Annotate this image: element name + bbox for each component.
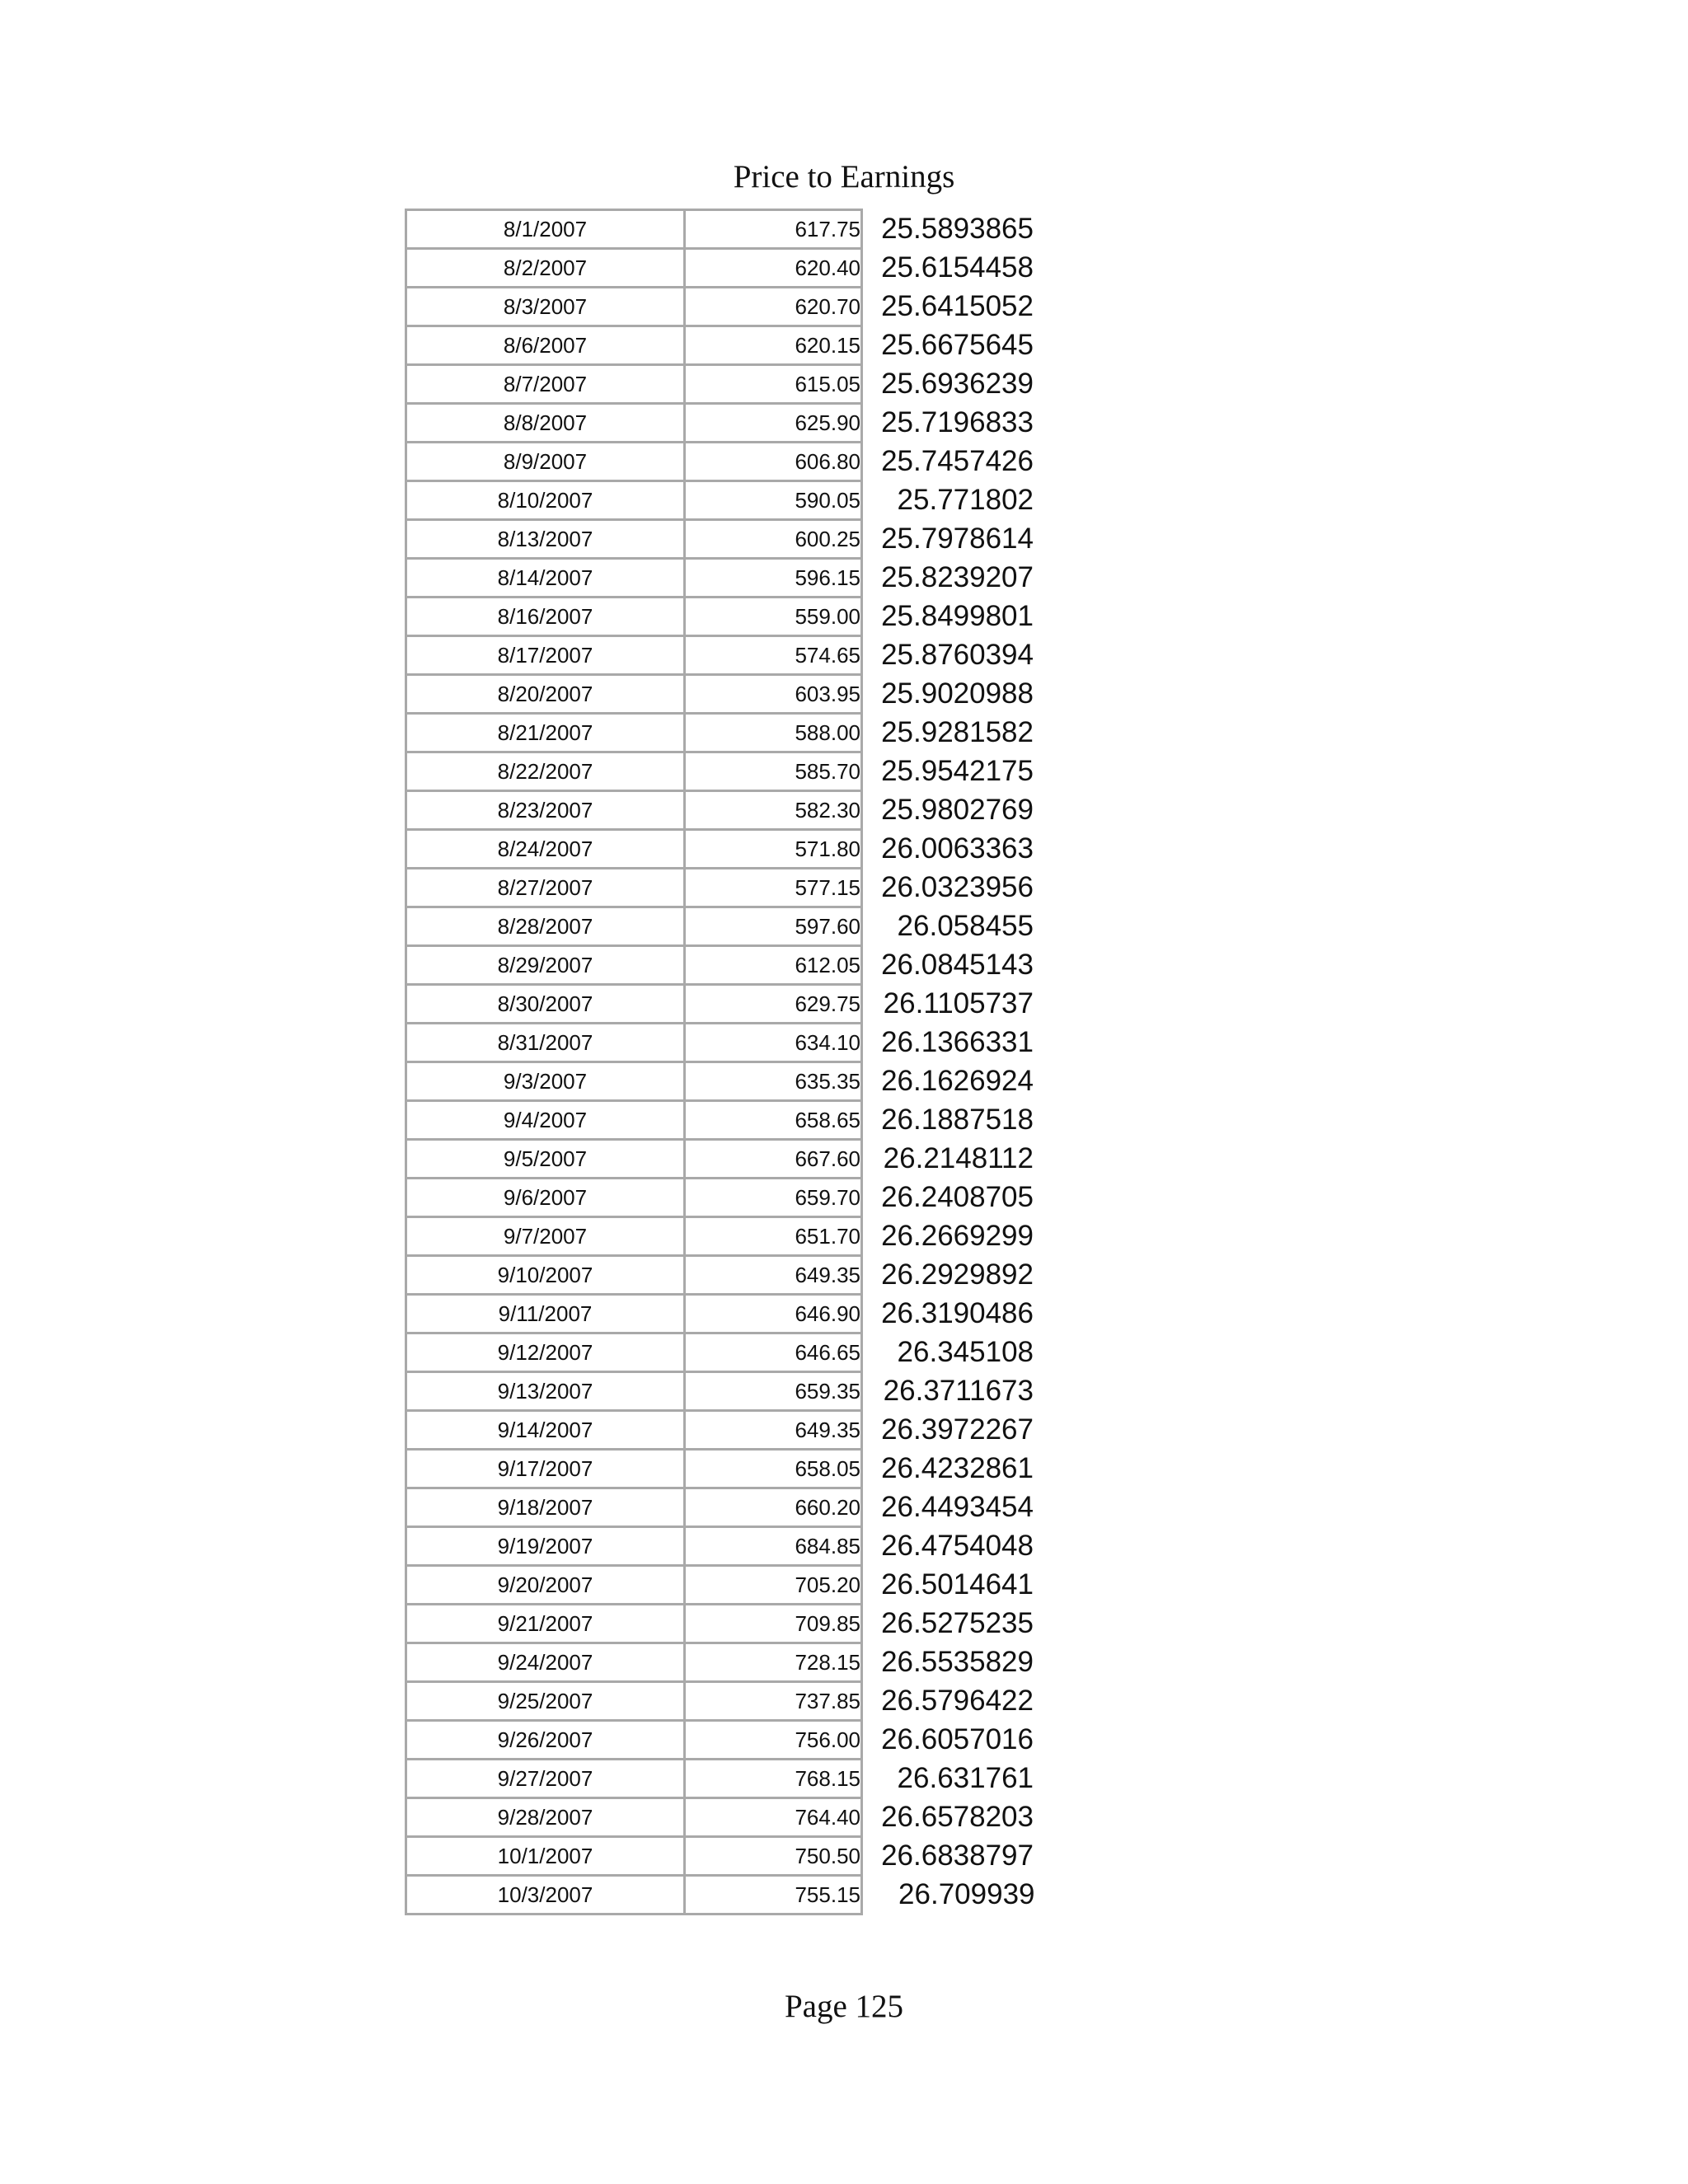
date-cell: 8/10/2007 — [406, 481, 685, 520]
date-cell: 8/14/2007 — [406, 559, 685, 598]
pe-ratio-cell: 26.3972267 — [881, 1413, 1034, 1446]
date-cell: 8/22/2007 — [406, 752, 685, 791]
pe-table-body — [406, 210, 1035, 1915]
price-cell: 658.05 — [685, 1450, 862, 1488]
pe-ratio-cell: 25.7457426 — [881, 445, 1034, 477]
pe-ratio-cell: 25.8760394 — [881, 639, 1034, 671]
table-row — [406, 1295, 1035, 1333]
price-cell: 577.15 — [685, 869, 862, 907]
pe-ratio-cell: 26.5535829 — [881, 1646, 1034, 1678]
pe-ratio-cell: 26.4493454 — [881, 1491, 1034, 1523]
price-cell: 684.85 — [685, 1527, 862, 1566]
date-cell: 8/20/2007 — [406, 675, 685, 714]
price-cell: 728.15 — [685, 1643, 862, 1682]
date-cell: 9/13/2007 — [406, 1372, 685, 1411]
pe-ratio-cell: 26.3711673 — [883, 1375, 1034, 1407]
pe-ratio-cell: 25.5893865 — [881, 213, 1034, 245]
date-cell: 9/21/2007 — [406, 1605, 685, 1643]
price-cell: 612.05 — [685, 946, 862, 985]
table-row — [406, 520, 1035, 559]
price-cell: 574.65 — [685, 636, 862, 675]
date-cell: 9/11/2007 — [406, 1295, 685, 1333]
price-cell: 750.50 — [685, 1837, 862, 1876]
table-row — [406, 249, 1035, 288]
date-cell: 8/8/2007 — [406, 404, 685, 443]
pe-ratio-cell: 26.1887518 — [881, 1104, 1034, 1136]
price-cell: 571.80 — [685, 830, 862, 869]
date-cell: 8/7/2007 — [406, 365, 685, 404]
date-cell: 9/10/2007 — [406, 1256, 685, 1295]
date-cell: 10/3/2007 — [406, 1876, 685, 1915]
table-row — [406, 1372, 1035, 1411]
date-cell: 8/31/2007 — [406, 1024, 685, 1062]
table-row — [406, 791, 1035, 830]
price-cell: 629.75 — [685, 985, 862, 1024]
pe-ratio-cell: 26.1626924 — [881, 1065, 1034, 1097]
pe-ratio-cell: 26.1366331 — [881, 1026, 1034, 1058]
table-row — [406, 830, 1035, 869]
pe-ratio-cell: 26.5796422 — [881, 1685, 1034, 1717]
table-row — [406, 1101, 1035, 1140]
date-cell: 9/12/2007 — [406, 1333, 685, 1372]
table-row — [406, 481, 1035, 520]
date-cell: 9/19/2007 — [406, 1527, 685, 1566]
pe-ratio-cell: 26.0323956 — [881, 871, 1034, 903]
pe-ratio-cell: 26.5275235 — [881, 1607, 1034, 1639]
date-cell: 9/14/2007 — [406, 1411, 685, 1450]
table-row — [406, 907, 1035, 946]
price-cell: 596.15 — [685, 559, 862, 598]
date-cell: 8/13/2007 — [406, 520, 685, 559]
pe-ratio-cell: 26.345108 — [897, 1336, 1034, 1368]
pe-ratio-cell: 26.631761 — [897, 1762, 1034, 1794]
table-row — [406, 1256, 1035, 1295]
price-cell: 600.25 — [685, 520, 862, 559]
table-row — [406, 1062, 1035, 1101]
date-cell: 8/17/2007 — [406, 636, 685, 675]
table-row — [406, 752, 1035, 791]
table-row — [406, 1721, 1035, 1760]
price-cell: 659.35 — [685, 1372, 862, 1411]
price-cell: 705.20 — [685, 1566, 862, 1605]
date-cell: 10/1/2007 — [406, 1837, 685, 1876]
pe-ratio-cell: 25.8499801 — [881, 600, 1034, 632]
table-row — [406, 326, 1035, 365]
table-row — [406, 1643, 1035, 1682]
pe-ratio-cell: 26.4232861 — [881, 1452, 1034, 1484]
table-row — [406, 598, 1035, 636]
pe-ratio-cell: 26.2408705 — [881, 1181, 1034, 1213]
price-cell: 764.40 — [685, 1798, 862, 1837]
table-row — [406, 985, 1035, 1024]
price-cell: 659.70 — [685, 1179, 862, 1217]
table-row — [406, 1217, 1035, 1256]
pe-ratio-cell: 26.6838797 — [881, 1840, 1034, 1872]
price-cell: 582.30 — [685, 791, 862, 830]
pe-ratio-cell: 25.9542175 — [881, 755, 1034, 787]
pe-ratio-cell: 25.771802 — [897, 484, 1034, 516]
pe-ratio-cell: 26.058455 — [897, 910, 1034, 942]
date-cell: 9/24/2007 — [406, 1643, 685, 1682]
pe-ratio-cell: 25.6415052 — [881, 290, 1034, 322]
table-row — [406, 1566, 1035, 1605]
pe-table — [405, 209, 1036, 1915]
table-row — [406, 1798, 1035, 1837]
price-cell: 658.65 — [685, 1101, 862, 1140]
price-cell: 634.10 — [685, 1024, 862, 1062]
price-cell: 597.60 — [685, 907, 862, 946]
price-cell: 737.85 — [685, 1682, 862, 1721]
table-row — [406, 443, 1035, 481]
pe-ratio-cell: 25.6675645 — [881, 329, 1034, 361]
date-cell: 8/28/2007 — [406, 907, 685, 946]
price-cell: 617.75 — [685, 210, 862, 249]
pe-table-container — [405, 209, 1036, 1915]
table-row — [406, 1488, 1035, 1527]
pe-ratio-cell: 25.7978614 — [881, 523, 1034, 555]
page-title: Price to Earnings — [733, 159, 955, 194]
date-cell: 8/24/2007 — [406, 830, 685, 869]
date-cell: 8/9/2007 — [406, 443, 685, 481]
date-cell: 8/23/2007 — [406, 791, 685, 830]
date-cell: 9/17/2007 — [406, 1450, 685, 1488]
price-cell: 709.85 — [685, 1605, 862, 1643]
pe-ratio-cell: 26.5014641 — [881, 1568, 1034, 1601]
date-cell: 9/7/2007 — [406, 1217, 685, 1256]
price-cell: 660.20 — [685, 1488, 862, 1527]
date-cell: 8/27/2007 — [406, 869, 685, 907]
price-cell: 625.90 — [685, 404, 862, 443]
pe-ratio-cell: 26.2148112 — [883, 1142, 1034, 1174]
date-cell: 8/21/2007 — [406, 714, 685, 752]
pe-ratio-cell: 25.9281582 — [881, 716, 1034, 748]
pe-ratio-cell: 26.709939 — [898, 1878, 1035, 1910]
price-cell: 649.35 — [685, 1411, 862, 1450]
date-cell: 8/2/2007 — [406, 249, 685, 288]
table-row — [406, 1024, 1035, 1062]
price-cell: 620.70 — [685, 288, 862, 326]
price-cell: 635.35 — [685, 1062, 862, 1101]
table-row — [406, 1333, 1035, 1372]
date-cell: 9/25/2007 — [406, 1682, 685, 1721]
date-cell: 9/20/2007 — [406, 1566, 685, 1605]
date-cell: 8/1/2007 — [406, 210, 685, 249]
table-row — [406, 404, 1035, 443]
date-cell: 8/29/2007 — [406, 946, 685, 985]
price-cell: 667.60 — [685, 1140, 862, 1179]
price-cell: 588.00 — [685, 714, 862, 752]
table-row — [406, 1605, 1035, 1643]
price-cell: 768.15 — [685, 1760, 862, 1798]
date-cell: 9/5/2007 — [406, 1140, 685, 1179]
price-cell: 756.00 — [685, 1721, 862, 1760]
date-cell: 8/6/2007 — [406, 326, 685, 365]
price-cell: 649.35 — [685, 1256, 862, 1295]
pe-ratio-cell: 26.0063363 — [881, 832, 1034, 865]
pe-ratio-cell: 26.2929892 — [881, 1258, 1034, 1291]
table-row — [406, 675, 1035, 714]
price-cell: 646.90 — [685, 1295, 862, 1333]
date-cell: 9/4/2007 — [406, 1101, 685, 1140]
table-row — [406, 714, 1035, 752]
date-cell: 9/3/2007 — [406, 1062, 685, 1101]
pe-ratio-cell: 26.2669299 — [881, 1220, 1034, 1252]
date-cell: 8/3/2007 — [406, 288, 685, 326]
pe-ratio-cell: 26.4754048 — [881, 1530, 1034, 1562]
pe-ratio-cell: 25.9802769 — [881, 794, 1034, 826]
price-cell: 603.95 — [685, 675, 862, 714]
table-row — [406, 1179, 1035, 1217]
price-cell: 755.15 — [685, 1876, 862, 1915]
price-cell: 651.70 — [685, 1217, 862, 1256]
page-number: Page 125 — [784, 1989, 904, 2024]
pe-ratio-cell: 26.1105737 — [883, 987, 1034, 1019]
pe-ratio-cell: 26.0845143 — [881, 949, 1034, 981]
date-cell: 8/16/2007 — [406, 598, 685, 636]
table-row — [406, 869, 1035, 907]
price-cell: 646.65 — [685, 1333, 862, 1372]
price-cell: 615.05 — [685, 365, 862, 404]
date-cell: 9/28/2007 — [406, 1798, 685, 1837]
date-cell: 9/27/2007 — [406, 1760, 685, 1798]
price-cell: 559.00 — [685, 598, 862, 636]
table-row — [406, 1527, 1035, 1566]
date-cell: 9/18/2007 — [406, 1488, 685, 1527]
price-cell: 620.40 — [685, 249, 862, 288]
pe-ratio-cell: 25.8239207 — [881, 561, 1034, 593]
table-row — [406, 1760, 1035, 1798]
price-cell: 585.70 — [685, 752, 862, 791]
pe-ratio-cell: 25.7196833 — [881, 406, 1034, 438]
table-row — [406, 365, 1035, 404]
pe-ratio-cell: 25.6154458 — [881, 251, 1034, 284]
table-row — [406, 288, 1035, 326]
table-row — [406, 1837, 1035, 1876]
price-cell: 620.15 — [685, 326, 862, 365]
date-cell: 8/30/2007 — [406, 985, 685, 1024]
date-cell: 9/26/2007 — [406, 1721, 685, 1760]
table-row — [406, 1682, 1035, 1721]
table-row — [406, 1450, 1035, 1488]
table-row — [406, 1876, 1035, 1915]
pe-ratio-cell: 25.9020988 — [881, 677, 1034, 710]
pe-ratio-cell: 26.3190486 — [881, 1297, 1034, 1329]
pe-ratio-cell: 26.6578203 — [881, 1801, 1034, 1833]
pe-ratio-cell: 26.6057016 — [881, 1723, 1034, 1755]
table-row — [406, 1140, 1035, 1179]
table-row — [406, 1411, 1035, 1450]
table-row — [406, 946, 1035, 985]
price-cell: 590.05 — [685, 481, 862, 520]
price-cell: 606.80 — [685, 443, 862, 481]
table-row — [406, 636, 1035, 675]
date-cell: 9/6/2007 — [406, 1179, 685, 1217]
pe-ratio-cell: 25.6936239 — [881, 368, 1034, 400]
table-row — [406, 559, 1035, 598]
table-row — [406, 210, 1035, 249]
